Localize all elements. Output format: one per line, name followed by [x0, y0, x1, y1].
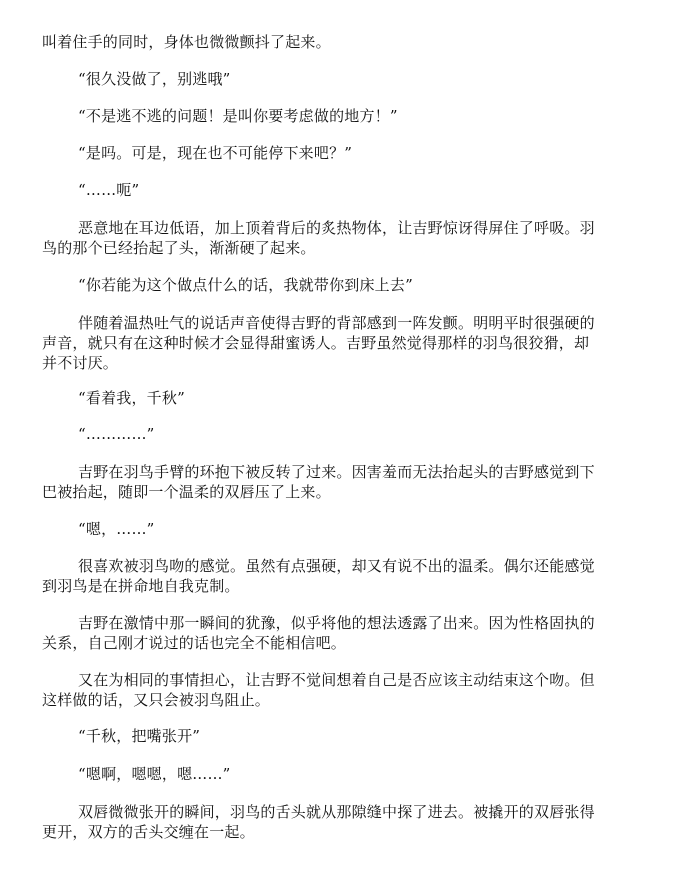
- text-line: 到羽鸟是在拼命地自我克制。: [42, 577, 240, 595]
- text-line: 这样做的话，又只会被羽鸟阻止。: [42, 691, 271, 709]
- text-line: 叫着住手的同时，身体也微微颤抖了起来。: [42, 33, 331, 51]
- text-line: 双唇微微张开的瞬间，羽鸟的舌头就从那隙缝中探了进去。被撬开的双唇张得: [78, 803, 595, 821]
- dialogue-paragraph: [42, 180, 638, 200]
- text-line: 更开，双方的舌头交缠在一起。: [42, 823, 255, 841]
- text-line: 吉野在激情中那一瞬间的犹豫，似乎将他的想法透露了出来。因为性格固执的: [78, 614, 595, 632]
- text-line: 又在为相同的事情担心，让吉野不觉间想着自己是否应该主动结束这个吻。但: [78, 671, 595, 689]
- paragraph: [42, 462, 638, 502]
- text-line: 很喜欢被羽鸟吻的感觉。虽然有点强硬，却又有说不出的温柔。偶尔还能感觉: [78, 557, 595, 575]
- text-line: “嗯，……”: [78, 520, 155, 538]
- text-line: 并不讨厌。: [42, 354, 119, 372]
- text-line: 鸟的那个已经抬起了头，渐渐硬了起来。: [42, 239, 316, 257]
- text-line: 关系，自己刚才说过的话也完全不能相信吧。: [42, 634, 347, 652]
- text-line: “你若能为这个做点什么的话，我就带你到床上去”: [78, 276, 413, 294]
- dialogue-paragraph: [42, 106, 638, 126]
- dialogue-paragraph: [42, 388, 638, 408]
- paragraph: [42, 802, 638, 842]
- paragraph: [42, 32, 638, 52]
- text-line: “…………”: [78, 425, 155, 443]
- dialogue-paragraph: [42, 424, 638, 444]
- text-line: 恶意地在耳边低语，加上顶着背后的炙热物体，让吉野惊讶得屏住了呼吸。羽: [78, 219, 595, 237]
- text-line: “嗯啊，嗯嗯，嗯……”: [78, 765, 231, 783]
- text-line: 吉野在羽鸟手臂的环抱下被反转了过来。因害羞而无法抬起头的吉野感觉到下: [78, 463, 595, 481]
- paragraph: [42, 556, 638, 596]
- text-line: “……呃”: [78, 181, 140, 199]
- text-line: “是吗。可是，现在也不可能停下来吧？”: [78, 144, 353, 162]
- paragraph: [42, 313, 638, 373]
- text-line: 伴随着温热吐气的说话声音使得吉野的背部感到一阵发颤。明明平时很强硬的: [78, 314, 595, 332]
- text-line: “看着我，千秋”: [78, 389, 185, 407]
- dialogue-paragraph: [42, 726, 638, 746]
- text-line: “很久没做了，别逃哦”: [78, 70, 231, 88]
- text-line: “不是逃不逃的问题！是叫你要考虑做的地方！”: [78, 107, 398, 125]
- paragraph: [42, 613, 638, 653]
- text-line: “千秋，把嘴张开”: [78, 727, 201, 745]
- dialogue-paragraph: [42, 143, 638, 163]
- paragraph: [42, 670, 638, 710]
- dialogue-paragraph: [42, 69, 638, 89]
- text-line: 声音，就只有在这种时候才会显得甜蜜诱人。吉野虽然觉得那样的羽鸟很狡猾，却: [42, 334, 590, 352]
- dialogue-paragraph: [42, 275, 638, 295]
- paragraph: [42, 218, 638, 258]
- text-line: 巴被抬起，随即一个温柔的双唇压了上来。: [42, 483, 331, 501]
- dialogue-paragraph: [42, 764, 638, 784]
- dialogue-paragraph: [42, 519, 638, 539]
